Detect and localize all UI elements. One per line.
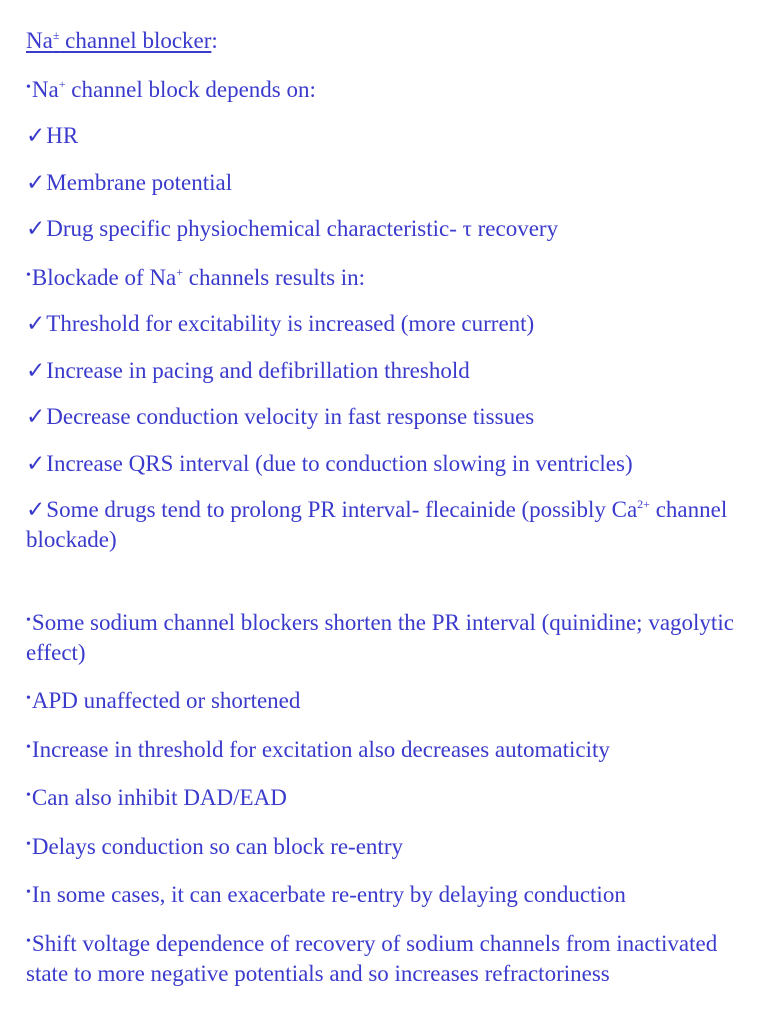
bullet-icon: • xyxy=(26,267,31,283)
check-item: ✓Membrane potential xyxy=(26,168,746,198)
checkmark-icon: ✓ xyxy=(26,311,46,336)
bullet-item: •APD unaffected or shortened xyxy=(26,684,746,716)
slide-heading: Na± channel blocker: xyxy=(26,28,218,53)
bullet-item: •Can also inhibit DAD/EAD xyxy=(26,781,746,813)
checkmark-icon: ✓ xyxy=(26,450,46,476)
heading-title: Na± channel blocker xyxy=(26,28,212,53)
section2-intro: •Blockade of Na+ channels results in: xyxy=(26,261,746,293)
bullet-icon: • xyxy=(26,739,31,755)
bullet-icon: • xyxy=(26,79,31,95)
bullet-icon: • xyxy=(26,788,31,803)
check-item: ✓Drug specific physiochemical characteristic- τ recovery xyxy=(26,214,746,244)
bullet-item: •Shift voltage dependence of recovery of sodium channels from inactivated state to more negative potentials and so increases refractoriness xyxy=(26,927,746,989)
checkmark-icon: ✓ xyxy=(26,497,46,522)
bullet-icon: • xyxy=(26,836,31,852)
bullet-icon: • xyxy=(26,933,31,949)
bullet-item: •Some sodium channel blockers shorten the PR interval (quinidine; vagolytic effect) xyxy=(26,606,746,668)
bullet-icon: • xyxy=(26,885,31,900)
check-item: ✓Threshold for excitability is increased (more current) xyxy=(26,309,746,339)
bullet-item: •Increase in threshold for excitation also decreases automaticity xyxy=(26,733,746,765)
checkmark-icon: ✓ xyxy=(26,404,46,429)
check-item: ✓Some drugs tend to prolong PR interval- flecainide (possibly $Ca^{2+}$ channel blockade) xyxy=(26,497,728,552)
bullet-item: •In some cases, it can exacerbate re-entry by delaying conduction xyxy=(26,878,746,910)
bullet-icon: • xyxy=(26,612,31,628)
check-item: ✓Increase QRS interval (due to conduction slowing in ventricles) xyxy=(26,449,746,479)
slide-content xyxy=(26,26,746,1005)
section1-intro: •Na+ channel block depends on: xyxy=(26,73,746,105)
check-item: ✓Decrease conduction velocity in fast response tissues xyxy=(26,402,746,432)
checkmark-icon: ✓ xyxy=(26,357,46,383)
check-item: ✓Increase in pacing and defibrillation threshold xyxy=(26,356,746,386)
checkmark-icon: ✓ xyxy=(26,123,46,148)
check-item: ✓HR xyxy=(26,121,746,151)
spacer xyxy=(26,572,746,606)
checkmark-icon: ✓ xyxy=(26,169,46,195)
checkmark-icon: ✓ xyxy=(26,216,46,241)
bullet-item: •Delays conduction so can block re-entry xyxy=(26,830,746,862)
bullet-icon: • xyxy=(26,691,31,706)
